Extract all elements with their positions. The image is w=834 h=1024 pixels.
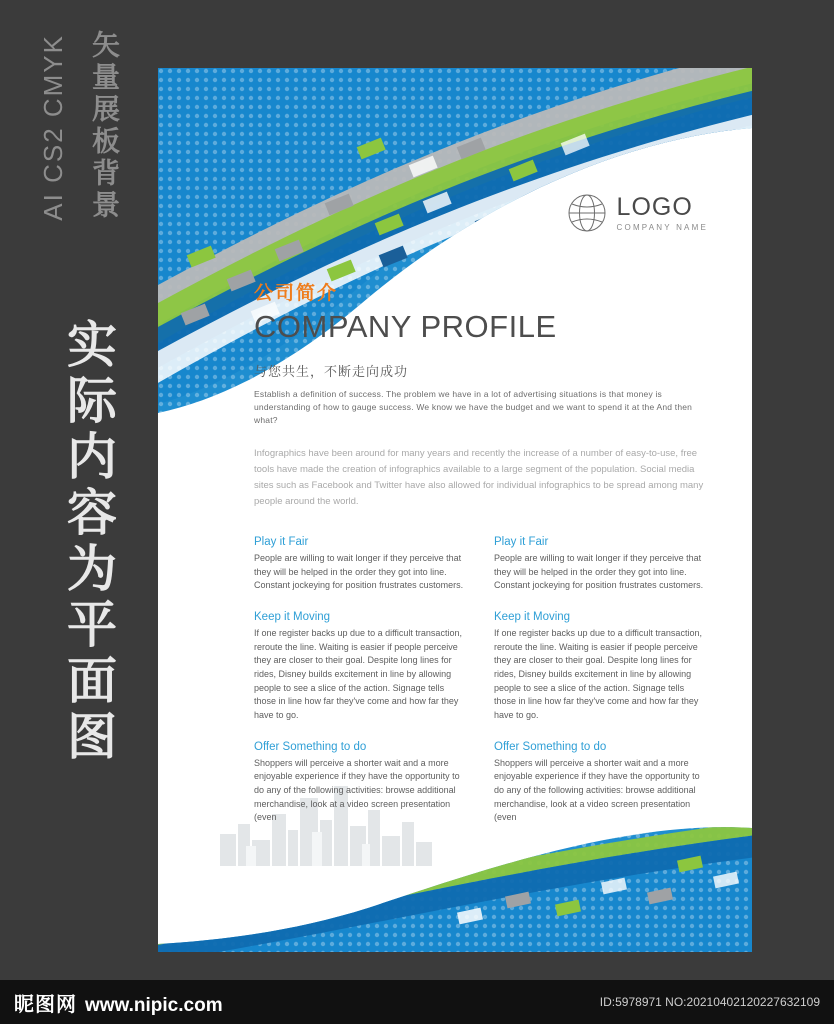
title-chinese: 公司简介: [254, 283, 339, 304]
block-heading: Keep it Moving: [254, 611, 331, 624]
footer-brand: 昵图网: [14, 993, 77, 1016]
block-body: If one register backs up due to a difficult transaction, reroute the line. Waiting is easier if people perceive they are closer to their goal. Despite long lines for rides, Disney builds excitement in line by allowing people to see a slice of the action. Signage tells those in line how far they've come and how far they have to go.: [254, 628, 462, 721]
side-label-chinese: 矢量展板背景: [89, 30, 120, 222]
block-heading: Play it Fair: [494, 536, 549, 549]
side-label-format: AI CS2 CMYK: [38, 34, 68, 221]
second-paragraph: Infographics have been around for many years and recently the increase of a number of easy-to-use, free tools have made the creation of infographics available to a large segment of the population. Social media sites such as Facebook and Twitter have also allowed for individual infographics to be spread among many people around the world.: [254, 447, 704, 507]
site-footer: [0, 980, 834, 1024]
block-body: Shoppers will perceive a shorter wait and a more enjoyable experience if they have the opportunity to do any of the following activities: browse additional merchandise, look at a video screen presentation (even: [494, 757, 700, 823]
intro-paragraph: Establish a definition of success. The problem we have in a lot of advertising situations is that money is understanding of how to gauge success. We know we have the budget and we want to spend it at the And then what?: [254, 389, 693, 426]
two-column-body: [254, 536, 706, 843]
poster-content: [254, 278, 706, 843]
logo-block: [567, 193, 708, 233]
block-body: If one register backs up due to a difficult transaction, reroute the line. Waiting is easier if people perceive they are closer to their goal. Despite long lines for rides, Disney builds excitement in line by allowing people to see a slice of the action. Signage tells those in line how far they've come and how far they have to go.: [494, 628, 702, 721]
text-block: [254, 536, 466, 593]
logo-name: LOGO: [616, 192, 693, 221]
subtitle-chinese: 与您共生，不断走向成功: [254, 364, 409, 379]
column-left: [254, 536, 466, 843]
globe-icon: [567, 193, 607, 233]
column-right: [494, 536, 706, 843]
logo-subtitle: COMPANY NAME: [616, 222, 708, 232]
block-body: People are willing to wait longer if they perceive that they will be helped in the order they got into line. Constant jockeying for position frustrates customers.: [254, 553, 464, 591]
footer-image-id: ID:5978971 NO:20210402120227632109: [599, 995, 820, 1009]
text-block: [494, 611, 706, 723]
footer-url[interactable]: www.nipic.com: [85, 994, 223, 1016]
text-block: [494, 741, 706, 825]
text-block: [254, 611, 466, 723]
title-english: COMPANY PROFILE: [254, 309, 557, 344]
poster-artwork: [158, 68, 752, 952]
block-heading: Keep it Moving: [494, 611, 571, 624]
text-block: [254, 741, 466, 825]
text-block: [494, 536, 706, 593]
block-body: Shoppers will perceive a shorter wait and a more enjoyable experience if they have the opportunity to do any of the following activities: browse additional merchandise, look at a video screen presentation (even: [254, 757, 460, 823]
block-body: People are willing to wait longer if they perceive that they will be helped in the order they got into line. Constant jockeying for position frustrates customers.: [494, 553, 704, 591]
block-heading: Offer Something to do: [254, 740, 367, 753]
block-heading: Offer Something to do: [494, 740, 607, 753]
footer-branding: [14, 988, 223, 1017]
side-label-notice: 实际内容为平面图: [60, 318, 116, 766]
block-heading: Play it Fair: [254, 536, 309, 549]
